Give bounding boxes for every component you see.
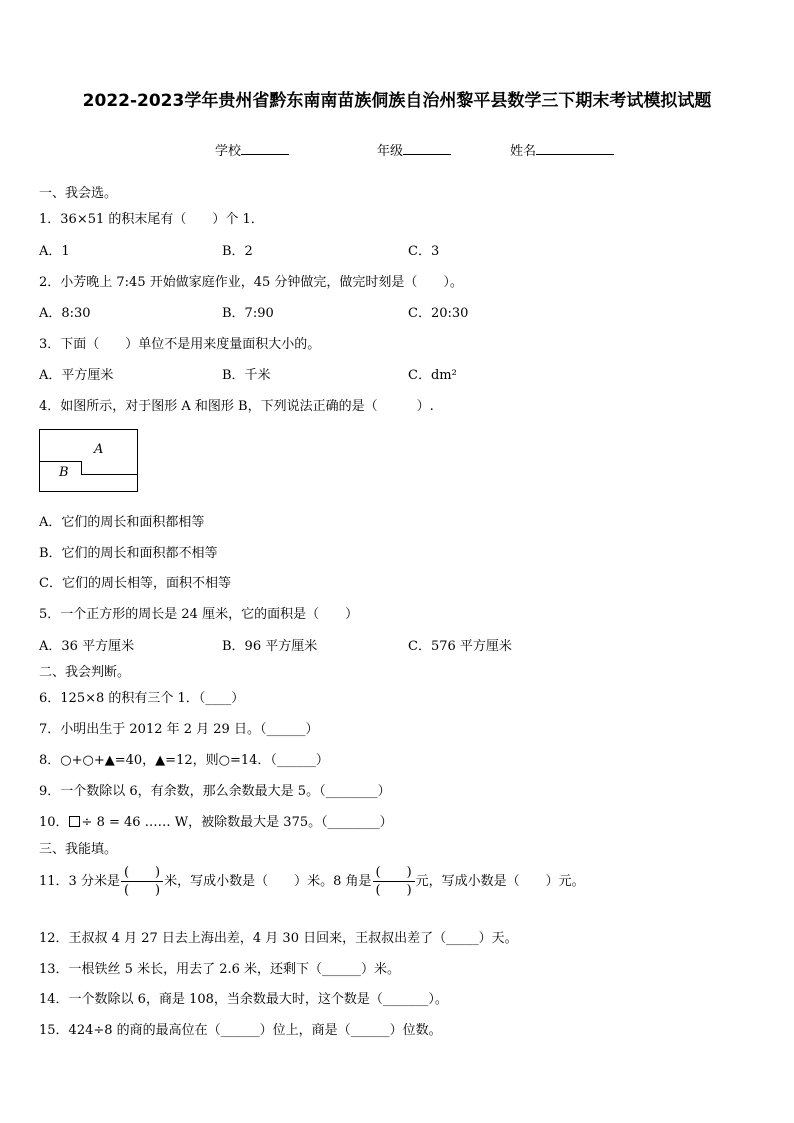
q10-text: ÷ 8 = 46 …… W，被除数最大是 375。（________） (81, 815, 393, 830)
q11-fraction-1 (121, 864, 163, 899)
q5-option-c[interactable]: C．576 平方厘米 (408, 639, 512, 654)
question-9: 9．一个数除以 6，有余数，那么余数最大是 5。（________） (39, 784, 391, 799)
grade-blank[interactable] (403, 142, 451, 155)
q1-option-a[interactable]: A．1 (39, 244, 70, 259)
section-heading-judge: 二、我会判断。 (39, 665, 131, 680)
q1-option-b[interactable]: B．2 (222, 244, 253, 259)
shape-ab-figure (39, 429, 139, 493)
question-10 (39, 811, 393, 830)
figure-dividing-line (40, 462, 138, 475)
q11-fraction-2 (373, 864, 415, 899)
q11-fraction-2-denominator[interactable]: ( ) (375, 883, 412, 898)
name-label: 姓名 (510, 144, 537, 159)
question-15: 15．424÷8 的商的最高位在（______）位上，商是（______）位数。 (39, 1023, 442, 1038)
figure-label-b: B (59, 465, 69, 480)
figure-outer-rect (40, 430, 138, 492)
q11-text-middle: 米，写成小数是（ ）米。8 角是 (164, 874, 372, 889)
q3-option-a[interactable]: A．平方厘米 (39, 368, 114, 383)
q4-option-a[interactable]: A．它们的周长和面积都相等 (39, 515, 205, 530)
question-7: 7．小明出生于 2012 年 2 月 29 日。（______） (39, 722, 319, 737)
school-blank[interactable] (241, 142, 289, 155)
q11-fraction-1-numerator[interactable]: ( ) (121, 864, 163, 882)
question-5: 5．一个正方形的周长是 24 厘米，它的面积是（ ） (39, 607, 359, 622)
question-11 (39, 864, 585, 899)
q3-option-b[interactable]: B．千米 (222, 368, 271, 383)
q4-option-c[interactable]: C．它们的周长相等，面积不相等 (39, 576, 231, 591)
name-field (510, 140, 614, 159)
q2-option-c[interactable]: C．20:30 (408, 306, 469, 321)
question-2: 2．小芳晚上 7:45 开始做家庭作业，45 分钟做完，做完时刻是（ ）。 (39, 275, 463, 290)
grade-field (377, 140, 451, 159)
question-4: 4．如图所示，对于图形 A 和图形 B，下列说法正确的是（ ）. (39, 399, 434, 414)
q11-fraction-2-numerator[interactable]: ( ) (373, 864, 415, 882)
q11-text-start: 11．3 分米是 (39, 874, 120, 889)
q11-text-end: 元，写成小数是（ ）元。 (415, 874, 585, 889)
figure-label-a: A (94, 442, 104, 457)
question-14: 14．一个数除以 6，商是 108，当余数最大时，这个数是（_______）。 (39, 992, 448, 1007)
q10-number: 10． (39, 815, 69, 830)
question-3: 3．下面（ ）单位不是用来度量面积大小的。 (39, 337, 321, 352)
q4-option-b[interactable]: B．它们的周长和面积都不相等 (39, 546, 218, 561)
school-field (215, 140, 289, 159)
question-13: 13．一根铁丝 5 米长，用去了 2.6 米，还剩下（______）米。 (39, 962, 401, 977)
section-heading-fill: 三、我能填。 (39, 842, 118, 857)
q2-option-b[interactable]: B．7:90 (222, 306, 274, 321)
q11-fraction-1-denominator[interactable]: ( ) (123, 883, 161, 898)
question-8: 8．○+○+▲=40，▲=12，则○=14．（______） (39, 753, 329, 768)
question-12: 12．王叔叔 4 月 27 日去上海出差，4 月 30 日回来，王叔叔出差了（_____）天。 (39, 931, 518, 946)
name-blank[interactable] (536, 142, 614, 155)
q3-option-c[interactable]: C．dm² (408, 368, 457, 383)
q5-option-b[interactable]: B．96 平方厘米 (222, 639, 318, 654)
school-label: 学校 (215, 144, 242, 159)
grade-label: 年级 (377, 144, 404, 159)
page-title: 2022-2023学年贵州省黔东南南苗族侗族自治州黎平县数学三下期末考试模拟试题 (82, 91, 712, 111)
q1-option-c[interactable]: C．3 (408, 244, 440, 259)
q2-option-a[interactable]: A．8:30 (39, 306, 91, 321)
section-heading-choose: 一、我会选。 (39, 186, 118, 201)
square-box-icon (69, 816, 80, 827)
question-6: 6．125×8 的积有三个 1．（____） (39, 691, 245, 706)
q5-option-a[interactable]: A．36 平方厘米 (39, 639, 135, 654)
question-1: 1．36×51 的积末尾有（ ）个 1． (39, 212, 264, 227)
